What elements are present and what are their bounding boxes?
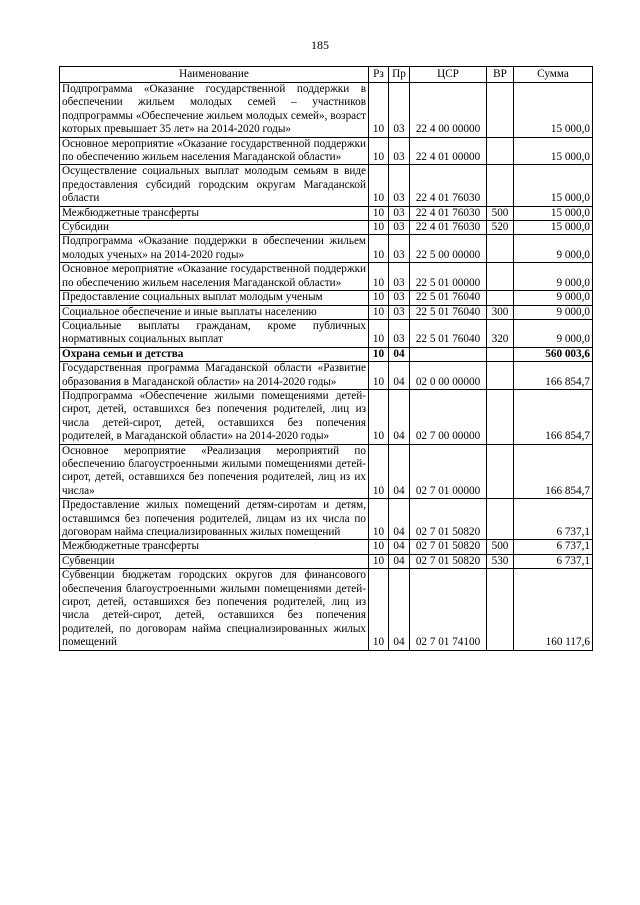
row-name-cell: Подпрограмма «Оказание государственной поддержки в обеспечении жильем молодых семей – участников подпрограммы «Обеспечение жильем молодых семей», возраст которых превышает 35 лет» на 2014-2020 годы» [60, 83, 369, 138]
row-sum-cell: 166 854,7 [514, 362, 593, 390]
row-sum-cell: 15 000,0 [514, 137, 593, 165]
row-csr-cell [410, 347, 487, 361]
header-rz: Рз [369, 67, 389, 83]
row-rz-cell: 10 [369, 235, 389, 263]
row-name-cell: Межбюджетные трансферты [60, 206, 369, 220]
row-name-cell: Межбюджетные трансферты [60, 540, 369, 554]
row-name-cell: Социальное обеспечение и иные выплаты населению [60, 305, 369, 319]
row-pr-cell: 03 [389, 221, 410, 235]
row-rz-cell: 10 [369, 319, 389, 347]
row-sum-cell: 6 737,1 [514, 554, 593, 568]
row-sum-cell: 9 000,0 [514, 305, 593, 319]
row-vr-cell [487, 389, 514, 444]
row-name-cell: Подпрограмма «Обеспечение жилыми помещениями детей-сирот, детей, оставшихся без попечения родителей, лиц из числа детей-сирот, детей, оставшихся без попечения родителей, в Магаданской области» на 2014-2020 годы» [60, 389, 369, 444]
row-csr-cell: 22 4 01 76030 [410, 165, 487, 206]
table-row [60, 305, 593, 319]
row-sum-cell: 9 000,0 [514, 263, 593, 291]
row-name-cell: Осуществление социальных выплат молодым семьям в виде предоставления субсидий городским округам Магаданской области [60, 165, 369, 206]
row-csr-cell: 22 5 01 00000 [410, 263, 487, 291]
row-pr-cell: 04 [389, 347, 410, 361]
table-row [60, 347, 593, 361]
row-vr-cell [487, 235, 514, 263]
table-row [60, 389, 593, 444]
table-row [60, 263, 593, 291]
table-header-row [60, 67, 593, 83]
row-vr-cell [487, 137, 514, 165]
row-vr-cell [487, 347, 514, 361]
row-pr-cell: 03 [389, 305, 410, 319]
table-row [60, 319, 593, 347]
row-name-cell: Субвенции [60, 554, 369, 568]
budget-table [59, 66, 593, 651]
row-sum-cell: 9 000,0 [514, 235, 593, 263]
row-pr-cell: 04 [389, 540, 410, 554]
row-sum-cell: 160 117,6 [514, 569, 593, 650]
row-name-cell: Предоставление социальных выплат молодым ученым [60, 291, 369, 305]
row-csr-cell: 22 5 01 76040 [410, 291, 487, 305]
row-pr-cell: 03 [389, 235, 410, 263]
table-row [60, 165, 593, 206]
row-vr-cell: 520 [487, 221, 514, 235]
row-csr-cell: 22 5 00 00000 [410, 235, 487, 263]
row-name-cell: Подпрограмма «Оказание поддержки в обеспечении жильем молодых ученых» на 2014-2020 годы» [60, 235, 369, 263]
table-body [60, 83, 593, 651]
row-pr-cell: 04 [389, 569, 410, 650]
row-vr-cell [487, 444, 514, 499]
row-rz-cell: 10 [369, 206, 389, 220]
row-name-cell: Субвенции бюджетам городских округов для финансового обеспечения благоустроенными жилыми помещениями детей-сирот, детей, оставшихся без попечения родителей, лиц из числа детей-сирот, детей, оставшихся без попечения родителей, по договорам найма специализированных жилых помещений [60, 569, 369, 650]
row-name-cell: Охрана семьи и детства [60, 347, 369, 361]
table-row [60, 569, 593, 650]
row-rz-cell: 10 [369, 83, 389, 138]
row-pr-cell: 03 [389, 263, 410, 291]
table-row [60, 540, 593, 554]
header-sum: Сумма [514, 67, 593, 83]
table-row [60, 221, 593, 235]
table-row [60, 554, 593, 568]
row-name-cell: Социальные выплаты гражданам, кроме публичных нормативных социальных выплат [60, 319, 369, 347]
row-sum-cell: 15 000,0 [514, 206, 593, 220]
row-rz-cell: 10 [369, 554, 389, 568]
row-name-cell: Государственная программа Магаданской области «Развитие образования в Магаданской области» на 2014-2020 годы» [60, 362, 369, 390]
row-vr-cell [487, 291, 514, 305]
row-rz-cell: 10 [369, 569, 389, 650]
row-sum-cell: 15 000,0 [514, 83, 593, 138]
table-row [60, 291, 593, 305]
row-rz-cell: 10 [369, 499, 389, 540]
header-name: Наименование [60, 67, 369, 83]
row-name-cell: Основное мероприятие «Оказание государственной поддержки по обеспечению жильем населения Магаданской области» [60, 263, 369, 291]
row-csr-cell: 22 4 01 76030 [410, 206, 487, 220]
table-row [60, 499, 593, 540]
row-pr-cell: 03 [389, 206, 410, 220]
table-row [60, 444, 593, 499]
row-csr-cell: 22 4 00 00000 [410, 83, 487, 138]
row-vr-cell [487, 263, 514, 291]
row-csr-cell: 02 7 01 74100 [410, 569, 487, 650]
row-vr-cell: 500 [487, 206, 514, 220]
table-row [60, 362, 593, 390]
table-row [60, 206, 593, 220]
header-pr: Пр [389, 67, 410, 83]
row-vr-cell: 300 [487, 305, 514, 319]
row-pr-cell: 04 [389, 444, 410, 499]
row-rz-cell: 10 [369, 165, 389, 206]
row-name-cell: Предоставление жилых помещений детям-сиротам и детям, оставшимся без попечения родителей, лицам из их числа по договорам найма специализированных жилых помещений [60, 499, 369, 540]
row-sum-cell: 9 000,0 [514, 291, 593, 305]
row-rz-cell: 10 [369, 137, 389, 165]
row-vr-cell [487, 569, 514, 650]
row-pr-cell: 04 [389, 362, 410, 390]
row-name-cell: Основное мероприятие «Реализация мероприятий по обеспечению благоустроенными жилыми помещениями детей-сирот, детей, оставшихся без попечения родителей, лиц из их числа» [60, 444, 369, 499]
table-row [60, 235, 593, 263]
row-vr-cell [487, 362, 514, 390]
row-rz-cell: 10 [369, 540, 389, 554]
row-pr-cell: 03 [389, 165, 410, 206]
table-row [60, 137, 593, 165]
row-csr-cell: 02 7 01 50820 [410, 540, 487, 554]
row-vr-cell: 500 [487, 540, 514, 554]
row-rz-cell: 10 [369, 389, 389, 444]
row-pr-cell: 03 [389, 83, 410, 138]
row-sum-cell: 560 003,6 [514, 347, 593, 361]
row-pr-cell: 04 [389, 389, 410, 444]
row-pr-cell: 03 [389, 137, 410, 165]
row-csr-cell: 02 7 00 00000 [410, 389, 487, 444]
row-sum-cell: 6 737,1 [514, 540, 593, 554]
row-rz-cell: 10 [369, 362, 389, 390]
row-rz-cell: 10 [369, 444, 389, 499]
row-csr-cell: 22 5 01 76040 [410, 305, 487, 319]
row-vr-cell [487, 499, 514, 540]
row-csr-cell: 22 4 01 00000 [410, 137, 487, 165]
row-vr-cell: 320 [487, 319, 514, 347]
header-vr: ВР [487, 67, 514, 83]
row-sum-cell: 6 737,1 [514, 499, 593, 540]
row-csr-cell: 22 4 01 76030 [410, 221, 487, 235]
row-sum-cell: 9 000,0 [514, 319, 593, 347]
row-name-cell: Субсидии [60, 221, 369, 235]
row-pr-cell: 04 [389, 554, 410, 568]
row-rz-cell: 10 [369, 263, 389, 291]
row-pr-cell: 03 [389, 291, 410, 305]
row-rz-cell: 10 [369, 221, 389, 235]
row-vr-cell [487, 83, 514, 138]
row-csr-cell: 02 0 00 00000 [410, 362, 487, 390]
row-csr-cell: 22 5 01 76040 [410, 319, 487, 347]
header-csr: ЦСР [410, 67, 487, 83]
row-vr-cell [487, 165, 514, 206]
row-pr-cell: 04 [389, 499, 410, 540]
row-pr-cell: 03 [389, 319, 410, 347]
table-row [60, 83, 593, 138]
row-rz-cell: 10 [369, 291, 389, 305]
row-sum-cell: 166 854,7 [514, 389, 593, 444]
row-csr-cell: 02 7 01 50820 [410, 554, 487, 568]
row-name-cell: Основное мероприятие «Оказание государственной поддержки по обеспечению жильем населения Магаданской области» [60, 137, 369, 165]
row-sum-cell: 15 000,0 [514, 221, 593, 235]
page-number: 185 [311, 38, 329, 52]
row-rz-cell: 10 [369, 305, 389, 319]
row-sum-cell: 15 000,0 [514, 165, 593, 206]
row-vr-cell: 530 [487, 554, 514, 568]
row-csr-cell: 02 7 01 00000 [410, 444, 487, 499]
row-csr-cell: 02 7 01 50820 [410, 499, 487, 540]
row-rz-cell: 10 [369, 347, 389, 361]
row-sum-cell: 166 854,7 [514, 444, 593, 499]
